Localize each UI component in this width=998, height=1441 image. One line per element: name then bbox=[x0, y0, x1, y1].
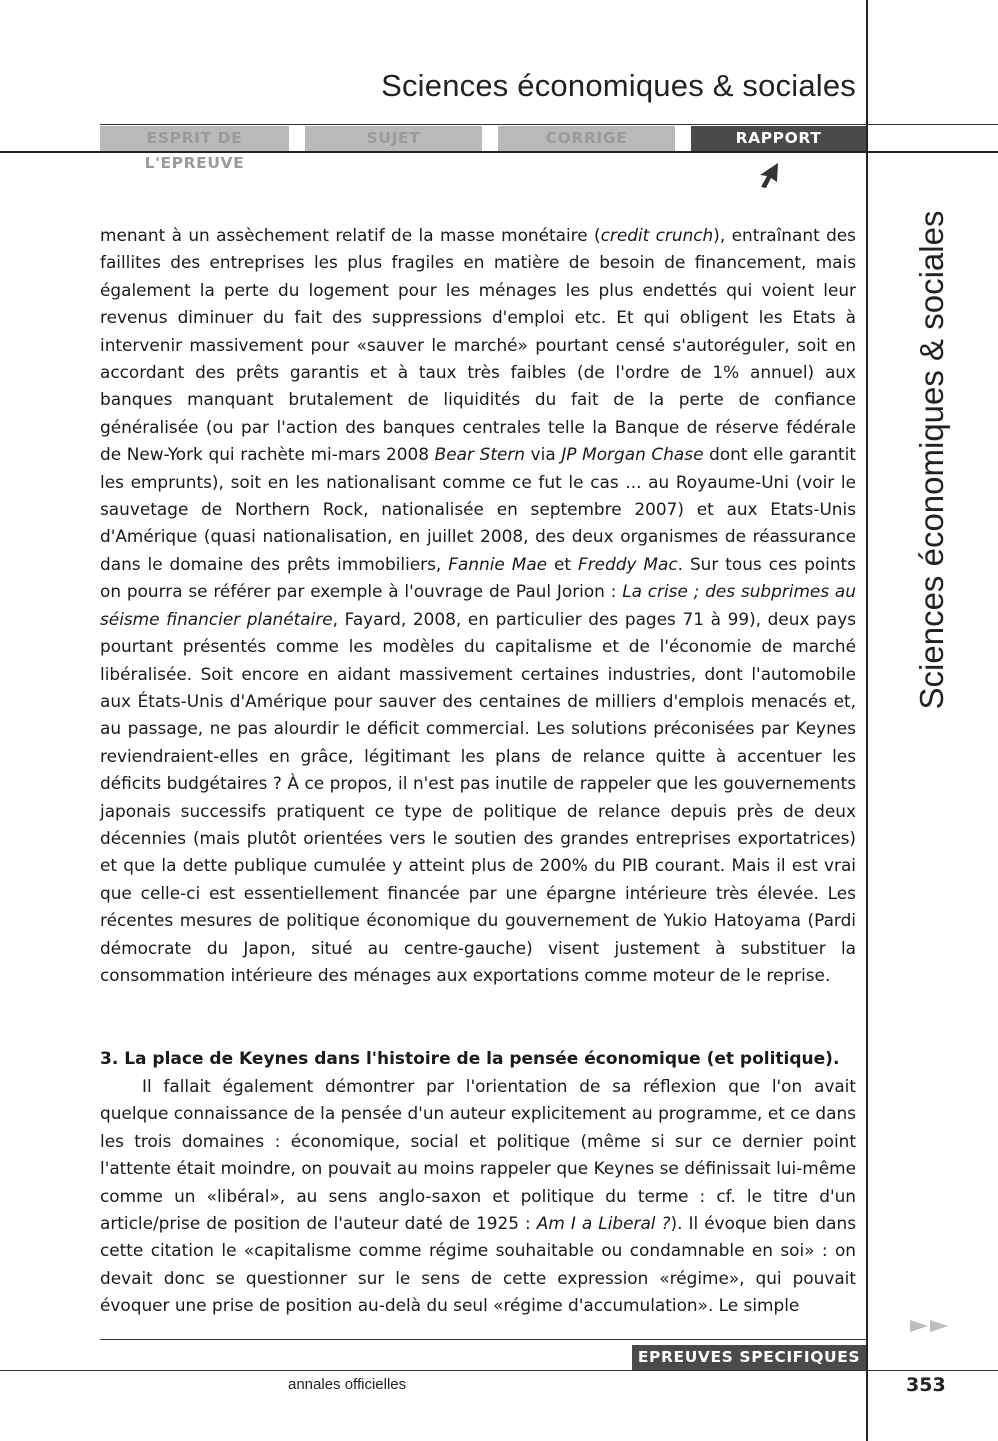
text-run: ), entraînant des faillites des entreprises les plus fragiles en matière de besoin de financement, mais également la perte du logement pour les ménages les plus endettés qui voient leur revenus diminuer du fait des suppressions d'emploi etc. Et qui obligent les Etats à intervenir massivement pour «sauver le marché» pourtant censé s'autoréguler, soit en accordant des prêts garantis et à taux très faibles (de l'ordre de 1% annuel) aux banques manquant brutalement de liquidités du fait de la perte de confiance généralisée (ou par l'action des banques centrales telle la Banque de réserve fédérale de New-York qui rachète mi-mars 2008 bbox=[100, 225, 856, 465]
italic-run: credit crunch bbox=[600, 225, 714, 245]
italic-run: La crise ; des subprimes au séisme financier planétaire bbox=[100, 581, 856, 629]
arrow-pointer-icon bbox=[757, 161, 781, 189]
sidebar-title-text: Sciences économiques & sociales bbox=[913, 210, 950, 710]
italic-run: JP Morgan Chase bbox=[561, 444, 704, 465]
text-run: Il fallait également démontrer par l'orientation de sa réflexion que l'on avait quelque connaissance de la pensée d'un auteur explicitement au programme, et ce dans les trois domaines : économique, social et politique (même si sur ce dernier point l'attente était moindre, on pouvait au moins rappeler que Keynes se définissait lui-même comme un «libéral», au sens anglo-saxon et politique du terme : cf. le titre d'un article/prise de position de l'auteur daté de 1925 : bbox=[100, 1076, 856, 1234]
footer-rule bbox=[0, 1370, 998, 1371]
text-run: et bbox=[547, 553, 578, 574]
body-paragraph-2 bbox=[100, 1073, 856, 1320]
text-run: . Sur tous ces points on pourra se référer par exemple à l'ouvrage de Paul Jorion : bbox=[100, 553, 856, 602]
text-run: dont elle garantit les emprunts), soit en les nationalisant comme ce fut le cas ... au Royaume-Uni (voir le sauvetage de Northern Rock, nationalisée en septembre 2007) et aux Etats-Unis d'Amérique (quasi nationalisation, en juillet 2008, des deux organismes de réassurance dans le domaine des prêts immobiliers, bbox=[100, 444, 856, 574]
tab-bar-bottom-rule bbox=[0, 151, 998, 153]
tab-sujet[interactable]: SUJET bbox=[305, 126, 482, 151]
italic-run: Bear Stern bbox=[434, 444, 525, 465]
tab-rapport[interactable]: RAPPORT bbox=[691, 126, 866, 151]
text-run: via bbox=[524, 444, 562, 465]
body-paragraph-1 bbox=[100, 222, 856, 989]
footer-publication: annales officielles bbox=[288, 1376, 407, 1393]
text-run: , Fayard, 2008, en particulier des pages 71 à 99), deux pays pourtant présentés comme les modèles du capitalisme et de l'économie de marché libéralisée. Soit encore en aidant massivement certaines industries, dont l'automobile aux États-Unis d'Amérique pour sauver des centaines de milliers d'emplois menacés et, au passage, ne pas alourdir le déficit commercial. Les solutions préconisées par Keynes reviendraient-elles en grâce, légitimant les plans de relance quitte à accentuer les déficits budgétaires ? À ce propos, il n'est pas inutile de rappeler que les gouvernements japonais successifs pratiquent ce type de politique de relance depuis près de deux décennies (mais plutôt orientées vers le soutien des grandes entreprises exportatrices) et que la dette publique cumulée y atteint plus de 200% du PIB courant. Mais il est vrai que celle-ci est essentiellement financée par une épargne intérieure très élevée. Les récentes mesures de politique économique du gouvernement de Yukio Hatoyama (Pardi démocrate du Japon, situé au centre-gauche) visent justement à substituer la consommation intérieure des ménages aux exportations comme moteur de le reprise. bbox=[100, 608, 856, 985]
text-run: ). Il évoque bien dans cette citation le «capitalisme comme régime souhaitable ou condamnable en soi» : on devait donc se questionner sur le sens de cette expression «régime», qui pouvait évoquer une prise de position au-delà du seul «régime d'accumulation». Le simple bbox=[100, 1213, 856, 1316]
text-run: menant à un assèchement relatif de la masse monétaire ( bbox=[100, 225, 601, 245]
content-bottom-rule bbox=[100, 1339, 868, 1340]
double-triangle-icon[interactable] bbox=[910, 1319, 950, 1333]
italic-run: Am I a Liberal ? bbox=[536, 1213, 671, 1234]
tab-corrige[interactable]: CORRIGE bbox=[498, 126, 675, 151]
italic-run: Freddy Mac bbox=[577, 553, 678, 574]
page-number: 353 bbox=[906, 1374, 946, 1396]
page-header-title: Sciences économiques & sociales bbox=[381, 68, 856, 103]
section-heading: 3. La place de Keynes dans l'histoire de la pensée économique (et politique). bbox=[100, 1049, 840, 1069]
tab-esprit-de-l-epreuve[interactable]: ESPRIT DE L'EPREUVE bbox=[100, 126, 289, 151]
italic-run: Fannie Mae bbox=[448, 553, 548, 574]
tab-bar-top-rule bbox=[100, 124, 998, 125]
footer-section-band: EPREUVES SPECIFIQUES bbox=[632, 1345, 866, 1370]
right-margin-rule bbox=[866, 0, 868, 1441]
